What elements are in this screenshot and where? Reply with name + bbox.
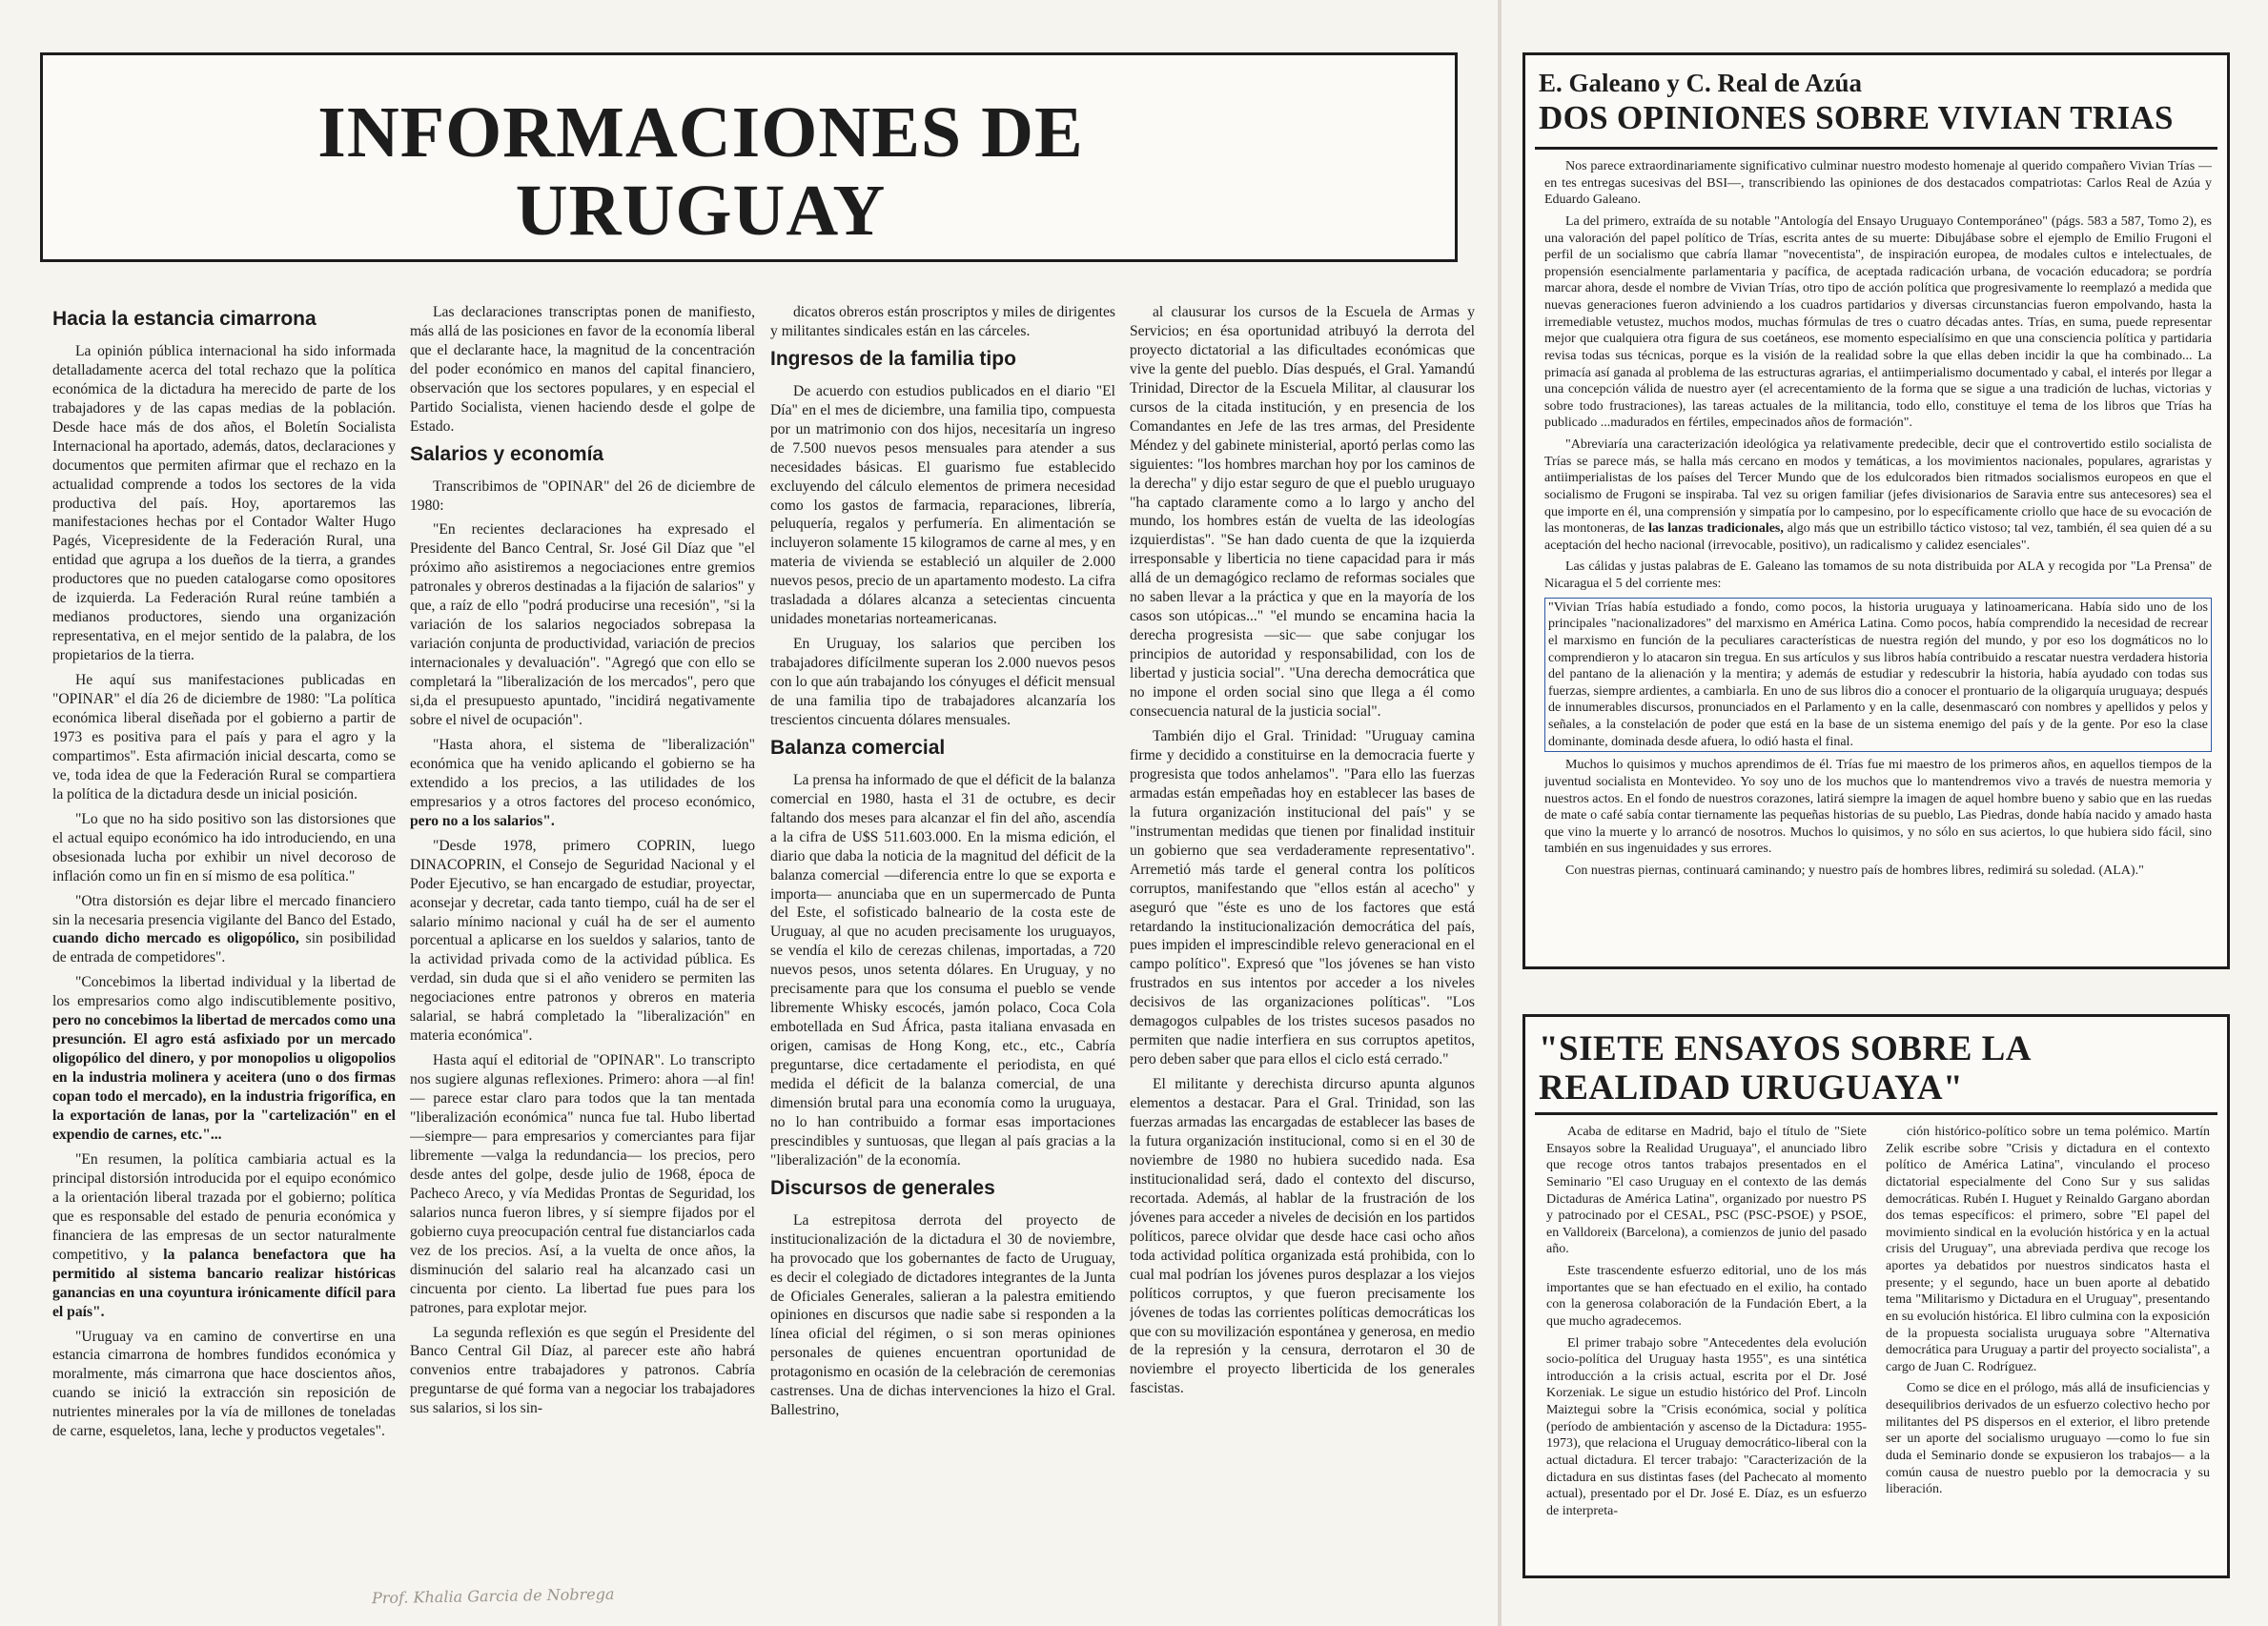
section-heading-balanza: Balanza comercial: [770, 736, 946, 759]
article-column-left: [1546, 1124, 1867, 1572]
section-heading-ingresos: Ingresos de la familia tipo: [770, 347, 1016, 370]
section-heading-discursos: Discursos de generales: [770, 1176, 995, 1199]
paragraph: Con nuestras piernas, continuará caminando; y nuestro país de hombres libres, redimirá su soledad. (ALA).": [1565, 864, 2144, 878]
paragraph: "En recientes declaraciones ha expresado el Presidente del Banco Central, Sr. José Gil Díaz que "el próximo año asistiremos a negociaciones entre gremios patronales y obreros destinadas a la fijación de salarios" y que, a raíz de ello "podrá producirse una recesión", "si la variación de los salarios negociados sobrepasa la variación conjunta de productividad, variación de precios internacionales y devaluación". "Agregó que con ello se completará la "liberalización de los mercados", pero que si,da el presupuesto apuntado, "incidirá negativamente sobre el nivel de ocupación".: [410, 521, 755, 728]
page-fold: [1498, 0, 1502, 1626]
paragraph: Como se dice en el prólogo, más allá de insuficiencias y desequilibrios derivados de un esfuerzo colectivo hecho por militantes del PS dispersos en el exterior, el libro pretende ser un aporte del socialismo uruguayo —como lo fue sin duda el Seminario donde se expusieron los trabajos— a la común causa de nuestro pueblo por la democracia y su liberación.: [1886, 1381, 2210, 1497]
paragraph: La estrepitosa derrota del proyecto de institucionalización de la dictadura el 30 de noviembre, ha provocado que los gobernantes de facto de Uruguay, es decir el colegiado de dictadores integrantes de la Junta de Oficiales Generales, salieran a la palestra emitiendo opiniones en discursos que nadie sabe si responden a la línea oficial del régimen, o si son meras opiniones personales de quienes encuentran oportunidad de protagonismo en ocasión de la celebración de ceremonias castrenses. Una de dichas intervenciones la hizo el Gral. Ballestrino,: [770, 1211, 1115, 1419]
paragraph: El militante y derechista dircurso apunta algunos elementos a destacar. Para el Gral. Trinidad, son las fuerzas armadas las encargadas de establecer las bases de la futura organización institucional, como si en el 30 de noviembre de 1980 no hubiera sucedido nada. Esa institucionalidad será, dado el contexto del discurso, recortada. Además, al hablar de la frustración de los jóvenes para acceder a niveles de decisión en los partidos políticos, parece olvidar que desde hace casi ocho años toda actividad política organizada está prohibida, con lo cual mal podrían los jóvenes puros desplazar a los viejos políticos corruptos, y que fueron precisamente los jóvenes de todas las corrientes políticas democráticas los que con su movilización espontánea y generosa, en medio de la represión y la censura, derrotaron el 30 de noviembre el proyecto liberticida de los generales fascistas.: [1130, 1076, 1475, 1397]
column-1: [52, 303, 396, 1571]
paragraph: He aquí sus manifestaciones publicadas en "OPINAR" el día 26 de diciembre de 1980: "La política económica liberal diseñada por el gobierno a partir de 1973 es positiva para el país y para el agro y la compartimos". Esta afirmación inicial descarta, como se ve, toda idea de que la Federación Rural se compartiera la política de la dictadura desde un inicial posición.: [52, 672, 396, 803]
paragraph: "Desde 1978, primero COPRIN, luego DINACOPRIN, el Consejo de Seguridad Nacional y el Poder Ejecutivo, se han encargado de estudiar, proyectar, aconsejar y decretar, cada tanto tiempo, cuál ha de ser el salario mínimo nacional y cuál ha de ser el aumento porcentual a aplicarse en los sueldos y salarios, tanto de la actividad privada como de la actividad pública. Es verdad, sin duda que si el año venidero se permiten las negociaciones entre patronos y obreros en materia salarial, se habrá completado la "liberalización" en materia económica".: [410, 837, 755, 1045]
paragraph: También dijo el Gral. Trinidad: "Uruguay camina firme y decidido a constituirse en la democracia fuerte y progresista que todos anhelamos". "Para ello las fuerzas armadas están empeñadas hoy en establecer las bases de la futura organización institucional del país" y se "instrumentan medidas que tienen por finalidad instituir un gobierno que sea verdaderamente representativo". Arremetió más tarde el general contra los políticos corruptos, manifestando que "ellos están al acecho" y aseguró que "éste es uno de los factores que está retardando la institucionalización democrática del país, pues impiden el imprescindible relevo generacional en el campo político". Expresó que "los jóvenes se han visto frustrados en sus intentos por acceder a los niveles decisivos de las organizaciones políticas". "Los demagogos culpables de los tristes sucesos pasados no permiten que nadie interfiera en sus corruptos apetitos, pero deben saber que para ellos el ciclo está cerrado.": [1130, 727, 1475, 1068]
paragraph: El primer trabajo sobre "Antecedentes dela evolución socio-política del Uruguay hasta 1955", es una sintética introducción a la crisis actual, escrita por el Dr. José Korzeniak. Le sigue un estudio histórico del Prof. Lincoln Maiztegui sobre la "Crisis económica, social y política (período de ambientación y ascenso de la Dictadura: 1955-1973), que relaciona el Uruguay democrático-liberal con la actual dictadura. El tercer trabajo: "Caracterización de la dictadura en sus distintas fases (del Pachecato al momento actual), presentado por el Dr. José E. Díaz, es un esfuerzo de interpreta-: [1546, 1335, 1867, 1518]
paragraph: Hasta aquí el editorial de "OPINAR". Lo transcripto nos sugiere algunas reflexiones. Primero: ahora —al fin!— parece estar claro para todos que la tan mentada "liberalización económica" nunca fue tal. Hubo libertad —siempre— para empresarios y comerciantes para fijar libremente —valga la redundancia— los precios, pero desde antes del golpe, desde julio de 1968, época de Pacheco Areco, y vía Medidas Prontas de Seguridad, los salarios nunca fueron libres, y sí siempre fijados por el gobierno cuya preocupación central fue distanciarlos cada vez de los precios. Así, a la vuelta de once años, la disminución del salario real ha alcanzado casi un cincuenta por ciento. La libertad fue pues para los patrones, para explotar mejor.: [410, 1052, 755, 1316]
paragraph: "Otra distorsión es dejar libre el mercado financiero sin la necesaria presencia vigilante del Banco del Estado, cuando dicho mercado es oligopólico, sin posibilidad de entrada de competidores".: [52, 892, 396, 966]
paragraph: Acaba de editarse en Madrid, bajo el título de "Siete Ensayos sobre la Realidad Uruguaya", el anunciado libro que recoge otros tantos trabajos presentados en el Seminario "El caso Uruguay en el contexto de las demás Dictaduras de América Latina", organizado por nuestro PS y patrocinado por el CESAL, PSC (PSC-PSOE) y PSOE, en Valldoreix (Barcelona), a comienzos de junio del pasado año.: [1546, 1125, 1867, 1257]
paragraph: "Lo que no ha sido positivo son las distorsiones que el actual equipo económico ha ido introduciendo, en una obsesionada lucha por exhibir un nivel decoroso de inflación como un fin en sí mismo de esa política.": [52, 810, 396, 884]
page-title: INFORMACIONES DE URUGUAY: [317, 92, 1084, 252]
paragraph: "En resumen, la política cambiaria actual es la principal distorsión introducida por el equipo económico a la orientación liberal trazada por el gobierno; política que es responsable del estado de penuria económica y financiera de las empresas de un sector naturalmente competitivo, y la palanca benefactora que ha permitido al sistema bancario realizar históricas ganancias en una coyuntura irónicamente difícil para el país".: [52, 1150, 396, 1320]
column-3: [770, 303, 1115, 1571]
article-kicker: E. Galeano y C. Real de Azúa: [1539, 69, 1863, 97]
column-2: [410, 303, 755, 1571]
paragraph: al clausurar los cursos de la Escuela de Armas y Servicios; en ésa oportunidad atribuyó la derrota del proyecto dictatorial a las dificultades económicas que vive la gente del pueblo. Días después, el Gral. Yamandú Trinidad, Director de la Escuela Militar, al clausurar los cursos de la citada institución, y en presencia de los Comandantes en Jefe de las tres armas, del Presidente Méndez y del gabinete ministerial, aportó perlas como las siguientes: "los hombres marchan hoy por los caminos de la derecha" y dijo estar seguro de que el pueblo uruguayo "ha captado claramente como a lo largo y ancho del mundo, los hombres están de vuelta de las ideologías izquierdistas". "Se han dado cuenta de que la izquierda irresponsable y liberticia no tiene capacidad para ir más allá de un demagógico reclamo de reformas sociales que no saben llevar a la práctica y que en la mayoría de los casos son utópicas..." "el mundo se encamina hacia la derecha progresista —sic— que sabe conjugar los principios de autoridad y responsabilidad, con los de libertad y justicia social". "Una derecha democrática que no impone el orden social sino que llega a él como consecuencia natural de la justicia social".: [1130, 304, 1475, 721]
paragraph: En Uruguay, los salarios que perciben los trabajadores difícilmente superan los 2.000 nuevos pesos con lo que aún trabajando los cónyuges el déficit mensual de una familia tipo de trabajadores alcanzaría los trescientos cincuenta dólares mensuales.: [770, 636, 1115, 728]
paragraph: De acuerdo con estudios publicados en el diario "El Día" en el mes de diciembre, una familia tipo, compuesta por un matrimonio con dos hijos, necesitaría un ingreso de 7.500 nuevos pesos mensuales para atender a sus necesidades básicas. El guarismo fue establecido excluyendo del cálculo elementos de primera necesidad como los gastos de farmacia, reparaciones, librería, peluquería, regalos y perfumería. En alimentación se incluyeron solamente 15 kilogramos de carne al mes, y en materia de vivienda se estableció un alquiler de 2.000 nuevos pesos, precio de un apartamento modesto. La cifra trasladada a dólares alcanza a setecientas cincuenta unidades monetarias norteamericanas.: [770, 382, 1115, 628]
divider: [1535, 147, 2217, 150]
paragraph: Muchos lo quisimos y muchos aprendimos de él. Trías fue mi maestro de los primeros años, en aquellos tiempos de la juventud socialista en Montevideo. Yo soy uno de los muchos que lo mantendremos vivo a través de nuestra memoria y nuestros actos. En el fondo de nuestros corazones, latirá siempre la imagen de aquel hombre bueno y sabio que en las ruedas de mate o café sabía contar tiernamente las pequeñas historias de su pueblo, Las Piedras, donde había nacido y amado hasta que vino la muerte y lo arrancó de nosotros. Muchos lo quisimos, y no sólo en sus aciertos, lo que hubiera sido fácil, sino también en sus ingenuidades y sus errores.: [1544, 758, 2212, 857]
paragraph: "Hasta ahora, el sistema de "liberalización" económica que ha venido aplicando el gobierno se ha extendido a los precios, a las utilidades de los empresarios y a otros factores del proceso económico, pero no a los salarios".: [410, 736, 755, 829]
paragraph: Las declaraciones transcriptas ponen de manifiesto, más allá de las posiciones en favor de la economía liberal que el declarante hace, la magnitud de la concentración del poder económico en manos del capital financiero, observación que los sectores populares, y en especial el Partido Socialista, vienen haciendo desde el golpe de Estado.: [410, 304, 755, 435]
article-column-right: [1886, 1124, 2210, 1572]
paragraph: Este trascendente esfuerzo editorial, uno de los más importantes que se han efectuado en el exilio, ha contado con la generosa colaboración de la Fundación Ebert, a la que mucho agradecemos.: [1546, 1264, 1867, 1329]
article-box-vivian-trias: [1522, 52, 2230, 969]
paragraph: La segunda reflexión es que según el Presidente del Banco Central Gil Díaz, al parecer este año habrá convenios entre trabajadores y patronos. Cabría preguntarse de qué forma van a negociar los trabajadores sus salarios, si los sin-: [410, 1324, 755, 1417]
section-heading-estancia: Hacia la estancia cimarrona: [52, 308, 317, 330]
paragraph: Nos parece extraordinariamente significativo culminar nuestro modesto homenaje al querido compañero Vivian Trías —en tes entregas sucesivas del BSI—, transcribiendo las opiniones de dos destacados compatriotas: Carlos Real de Azúa y Eduardo Galeano.: [1544, 159, 2212, 208]
article-headline: "SIETE ENSAYOS SOBRE LA REALIDAD URUGUAYA": [1539, 1029, 2030, 1108]
divider: [1535, 1112, 2217, 1115]
section-heading-salarios: Salarios y economía: [410, 442, 604, 465]
paragraph: "Abreviaría una caracterización ideológica ya relativamente predecible, decir que el controvertido estilo socialista de Trías se parece más, se halla más cercano en modos y temáticas, a los movimientos nacionales, populares, agraristas y antiimperialistas de los países del Tercer Mundo que de los edulcorados bien ritmados socialismos europeos en que el socialismo de Frugoni se inspiraba. Tal vez su origen familiar (jefes divisionarios de Saravia entre sus antecesores) sea el que importe en él, una comprensión y simpatía por lo campesino, por lo específicamente criollo que hace de su evocación de las montoneras, de las lanzas tradicionales, algo más que un estribillo táctico vistoso; tal vez, también, él sea quien dé a su aceptación del hecho nacional (irrevocable, positivo), un radicalismo y calidez esenciales".: [1544, 437, 2212, 553]
masthead-box: [40, 52, 1458, 262]
highlighted-quote: "Vivian Trías había estudiado a fondo, como pocos, la historia uruguaya y latinoamericana. Había sido uno de los principales "nacionalizadores" del marxismo en América Latina. Como pocos, había comprendido la necesidad de recrear el marxismo en función de la peculiares características de nuestra región del mundo, y por eso los dogmáticos no lo comprendieron y lo atacaron sin tregua. En sus artículos y sus libros había contribuido a rescatar nuestra verdadera historia del pantano de la alienación y la mentira; y además de estudiar y redescubrir la historia, había ayudado con todas sus fuerzas, siempre ardientes, a cambiarla. En uno de sus libros dio a conocer el prontuario de la oligarquía uruguaya; después de innumerables discursos, pronunciados en el Parlamento y en la calle, desenmascaró con nombres y apellidos y pelos y señales, a la constelación de poder que está en la base de un sistema enemigo del país y de la gente. Por eso la clase dominante, dominada desde afuera, lo odió hasta el final.: [1544, 598, 2212, 753]
article-body: [1544, 158, 2212, 965]
handwritten-signature: Prof. Khalia Garcia de Nobrega: [371, 1584, 615, 1608]
paragraph: "Concebimos la libertad individual y la libertad de los empresarios como algo indiscutiblemente positivo, pero no concebimos la libertad de mercados como una presunción. El agro está asfixiado por un mercado oligopólico del dinero, y por monopolios u oligopolios en la industria molinera y aceitera (uno o dos firmas copan todo el mercado), en la industria frigorífica, en la exportación de lanas, por la "cartelización" en el expendio de carnes, etc."...: [52, 974, 396, 1143]
paragraph: La opinión pública internacional ha sido informada detalladamente acerca del total rechazo que la política económica de la dictadura ha merecido de parte de los trabajadores y de las capas medias de la población. Desde hace más de dos años, el Boletín Socialista Internacional ha aportado, además, datos, declaraciones y documentos que permiten afirmar que el rechazo en la actualidad comprende a todos los sectores de la vida productiva del país. Hoy, aportaremos las manifestaciones hechas por el Contador Walter Hugo Pagés, Vicepresidente de la Federación Rural, una entidad que agrupa a los dueños de la tierra, a grandes productores que no pueden catalogarse como opositores de izquierda. La Federación Rural reúne también a medianos productores, siendo una organización representativa, en el mejor sentido de la palabra, de los propietarios de la tierra.: [52, 342, 396, 664]
paragraph: La del primero, extraída de su notable "Antología del Ensayo Uruguayo Contemporáneo" (págs. 583 a 587, Tomo 2), es una valoración del papel político de Trías, escrita antes de su muerte: Dibujábase sobre el ejemplo de Emilio Frugoni el perfil de un socialismo que cabría llamar "novecentista", de inspiración europea, de modales cultos e intelectuales, de propensión esencialmente parlamentaria y pacífica, de aceptada radicación urbana, de vocación educadora; se pordría marcar ahora, desde el nombre de Vivian Trías, otro tipo de acción política que progresivamente lo reemplazó a medida que nuevas generaciones fueron adviniendo a los cuadros partidarios y diversas circunstancias fueron empolvando, hasta la irremediable vetustez, muchos modos, muchas fórmulas de tres o cuatro décadas antes. Trías, en suma, puede representar mejor que cualquiera otra figura de sus coetáneos, ese momento especialísimo en que una consciencia política y partidaria revisa todas sus técnicas, porque es la visión de la realidad sobre la que ellas deben incidir la que ha combinado... La primacía así ganada al problema de las estructuras agrarias, el antiimperialismo documentado y cabal, el interés por llegar a una concepción válida de nuestro ayer (el acrecentamiento de la forma que se sigue a una tradición de luchas, victorias y sobre todo frustraciones), las tareas actuales de la militancia, todo ello, constituye el tema de los libros que Trías ha publicado ...madurados en fértiles, empecinados años de formación".: [1544, 213, 2212, 431]
article-box-siete-ensayos: [1522, 1014, 2230, 1578]
paragraph: Las cálidas y justas palabras de E. Galeano las tomamos de su nota distribuida por ALA y recogida por "La Prensa" de Nicaragua el 5 del corriente mes:: [1544, 559, 2212, 591]
paragraph: La prensa ha informado de que el déficit de la balanza comercial en 1980, hasta el 31 de octubre, es decir faltando dos meses para alcanzar el fin del año, ascendía a la cifra de U$S 511.603.000. En la misma edición, el diario que daba la noticia de la magnitud del déficit de la balanza comercial —diferencia entre lo que se exporta e importa— anunciaba que en un supermercado de Punta del Este, el sofisticado balneario de la costa este de Uruguay, al que no acuden precisamente los uruguayos, se vendía el kilo de cerezas chilenas, importadas, a 720 nuevos pesos, unos setenta dólares. En Uruguay, y no precisamente para que los consuma el pueblo se vende libremente Whisky escocés, jamón polaco, Coca Cola embotellada en Sud África, pasta italiana envasada en origen, camisas de Hong Kong, etc., etc., Cabría preguntarse, dice certadamente el periodista, en qué medida el déficit de la balanza comercial, de una dimensión brutal para una economía como la uruguaya, no lo han contribuido a formar esas importaciones prescindibles y suntuosas, que llegan al país gracias a la "liberalización" de la economía.: [770, 771, 1115, 1169]
article-headline: DOS OPINIONES SOBRE VIVIAN TRIAS: [1539, 99, 2174, 136]
paragraph: "Uruguay va en camino de convertirse en una estancia cimarrona de hombres fundidos económica y moralmente, más cimarrona que hace doscientos años, cuando se inició la extracción sin reposición de nutrientes minerales por la vía de millones de toneladas de carne, esqueletos, lana, leche y productos vegetales".: [52, 1328, 396, 1440]
paragraph: ción histórico-político sobre un tema polémico. Martín Zelik escribe sobre "Crisis y dictadura en el contexto político de América Latina", vinculando el proceso dictatorial especialmente del Cono Sur y sus salidas democráticas. Rubén I. Huguet y Reinaldo Gargano abordan dos temas específicos: el primero, sobre "El papel del movimiento sindical en la evolución histórica y en la actual crisis del Uruguay", una abreviada perdiva que recoge los aportes ya debatidos por nuestros sindicatos hasta el presente; y el segundo, hace un buen aporte al debatido tema "Militarismo y Dictadura en el Uruguay", presentando en su evolución histórica. El libro culmina con la exposición de la propuesta socialista uruguaya sobre "Alternativa democrática para Uruguay a partir del proyecto socialista", a cargo de Juan C. Rodríguez.: [1886, 1125, 2210, 1374]
column-4: [1130, 303, 1475, 1571]
paragraph: dicatos obreros están proscriptos y miles de dirigentes y militantes sindicales están en las cárceles.: [770, 304, 1115, 339]
paragraph: Transcribimos de "OPINAR" del 26 de diciembre de 1980:: [410, 478, 755, 514]
